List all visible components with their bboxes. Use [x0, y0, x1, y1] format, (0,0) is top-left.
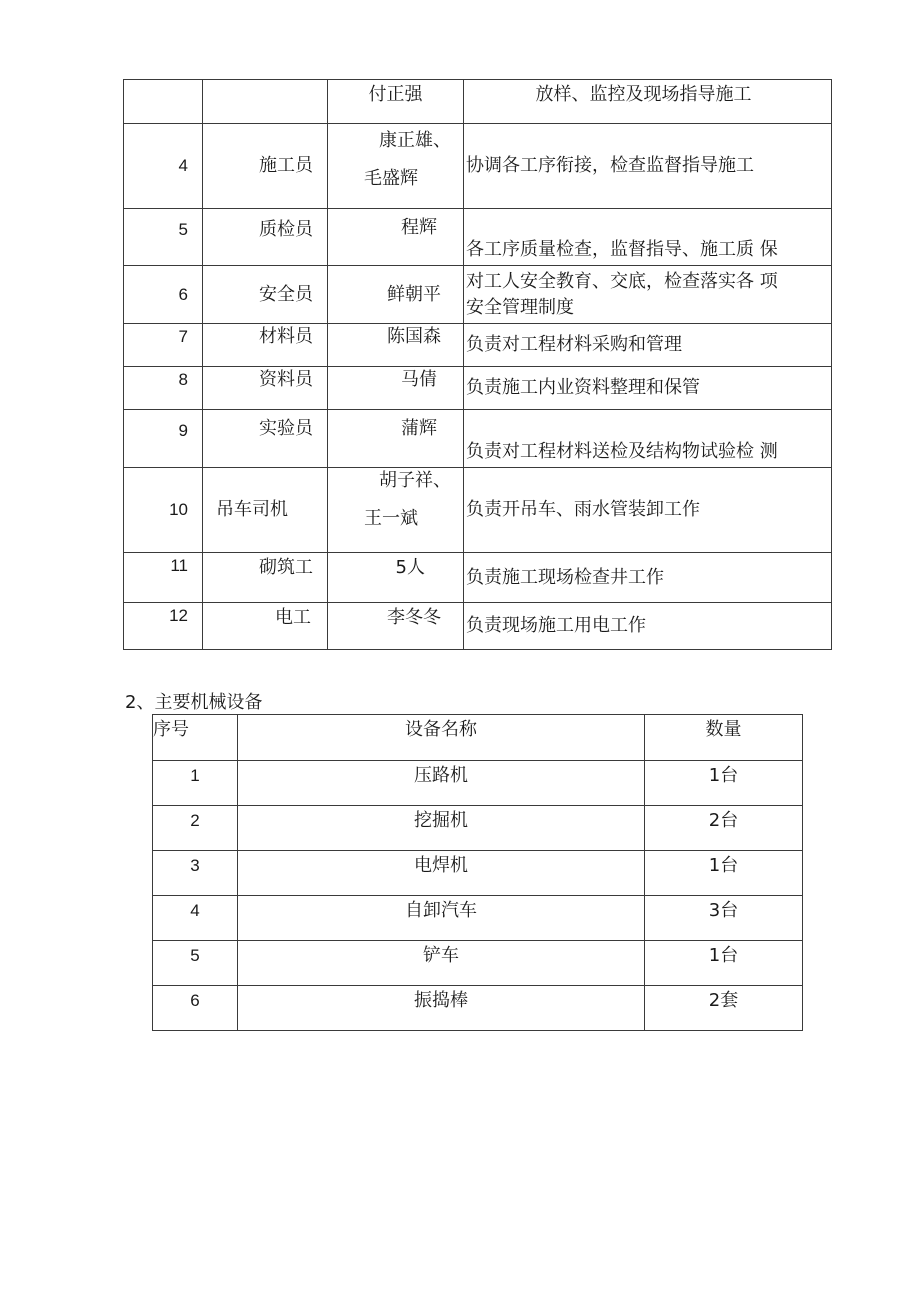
staff-table: [123, 79, 832, 650]
equip-name-cell: 挖掘机: [238, 806, 645, 851]
staff-duty-cell: 负责现场施工用电工作: [464, 603, 832, 650]
table-row: [124, 266, 832, 324]
staff-duty-cell: 各工序质量检查，监督指导、施工质 保: [464, 209, 832, 266]
table-row: [124, 367, 832, 410]
staff-name-cell: 李冬冬: [328, 603, 464, 650]
header-name: 设备名称: [238, 715, 645, 761]
header-qty: 数量: [645, 715, 803, 761]
staff-name-cell: 马倩: [328, 367, 464, 410]
equip-qty-cell: 1台: [645, 851, 803, 896]
staff-duty-cell: 负责对工程材料送检及结构物试验检 测: [464, 410, 832, 468]
equip-qty-cell: 2套: [645, 986, 803, 1031]
staff-name-cell: 鲜朝平: [328, 266, 464, 324]
table-row: [153, 941, 803, 986]
duty-line: 安全管理制度: [466, 297, 574, 318]
staff-no-cell: 7: [124, 324, 203, 367]
staff-name-cell: [328, 468, 464, 553]
staff-name-cell: 蒲辉: [328, 410, 464, 468]
equip-name-cell: 铲车: [238, 941, 645, 986]
equip-no-cell: 5: [153, 941, 238, 986]
table-row: [124, 553, 832, 603]
staff-no-cell: [124, 80, 203, 124]
header-no: 序号: [153, 715, 238, 761]
equip-qty-cell: 2台: [645, 806, 803, 851]
staff-name-cell: 5人: [328, 553, 464, 603]
table-row: [153, 851, 803, 896]
staff-role-cell: 吊车司机: [203, 468, 328, 553]
staff-role-cell: [203, 80, 328, 124]
staff-no-cell: 6: [124, 266, 203, 324]
table-row: [124, 80, 832, 124]
table-header-row: [153, 715, 803, 761]
staff-name-cell: 陈国森: [328, 324, 464, 367]
equip-name-cell: 振捣棒: [238, 986, 645, 1031]
staff-role-cell: 质检员: [203, 209, 328, 266]
name-line: 康正雄、: [379, 130, 451, 151]
table-row: [124, 603, 832, 650]
table-row: [124, 209, 832, 266]
name-line: 王一斌: [364, 508, 418, 529]
section-heading: 2、主要机械设备: [125, 692, 263, 713]
staff-no-cell: 11: [124, 553, 203, 603]
table-row: [124, 124, 832, 209]
equip-no-cell: 3: [153, 851, 238, 896]
table-row: [153, 986, 803, 1031]
equip-no-cell: 1: [153, 761, 238, 806]
table-row: [124, 324, 832, 367]
equip-qty-cell: 1台: [645, 761, 803, 806]
table-row: [124, 468, 832, 553]
staff-duty-cell: 负责施工内业资料整理和保管: [464, 367, 832, 410]
equip-qty-cell: 1台: [645, 941, 803, 986]
table-row: [153, 761, 803, 806]
name-line: 胡子祥、: [379, 470, 451, 491]
table-row: [153, 806, 803, 851]
staff-name-cell: 付正强: [328, 80, 464, 124]
name-line: 毛盛辉: [364, 168, 418, 189]
staff-role-cell: 施工员: [203, 124, 328, 209]
equip-no-cell: 6: [153, 986, 238, 1031]
staff-role-cell: 材料员: [203, 324, 328, 367]
duty-line: 对工人安全教育、交底，检查落实各 项: [466, 271, 778, 292]
staff-role-cell: 资料员: [203, 367, 328, 410]
staff-duty-cell: 协调各工序衔接，检查监督指导施工: [464, 124, 832, 209]
staff-name-cell: 程辉: [328, 209, 464, 266]
equip-qty-cell: 3台: [645, 896, 803, 941]
staff-role-cell: 电工: [203, 603, 328, 650]
equip-name-cell: 压路机: [238, 761, 645, 806]
staff-duty-cell: 负责施工现场检查井工作: [464, 553, 832, 603]
staff-name-cell: [328, 124, 464, 209]
staff-duty-cell: [464, 80, 832, 124]
table-row: [124, 410, 832, 468]
duty-text: 放样、监控及现场指导施工: [535, 84, 752, 105]
equipment-table: [152, 714, 803, 1031]
staff-no-cell: 12: [124, 603, 203, 650]
table-row: [153, 896, 803, 941]
equip-no-cell: 4: [153, 896, 238, 941]
staff-no-cell: 5: [124, 209, 203, 266]
staff-no-cell: 4: [124, 124, 203, 209]
staff-duty-cell: 负责对工程材料采购和管理: [464, 324, 832, 367]
staff-no-cell: 10: [124, 468, 203, 553]
equip-name-cell: 电焊机: [238, 851, 645, 896]
equip-no-cell: 2: [153, 806, 238, 851]
equip-name-cell: 自卸汽车: [238, 896, 645, 941]
staff-role-cell: 实验员: [203, 410, 328, 468]
staff-duty-cell: [464, 266, 832, 324]
staff-role-cell: 砌筑工: [203, 553, 328, 603]
staff-duty-cell: 负责开吊车、雨水管装卸工作: [464, 468, 832, 553]
staff-no-cell: 8: [124, 367, 203, 410]
staff-role-cell: 安全员: [203, 266, 328, 324]
staff-no-cell: 9: [124, 410, 203, 468]
